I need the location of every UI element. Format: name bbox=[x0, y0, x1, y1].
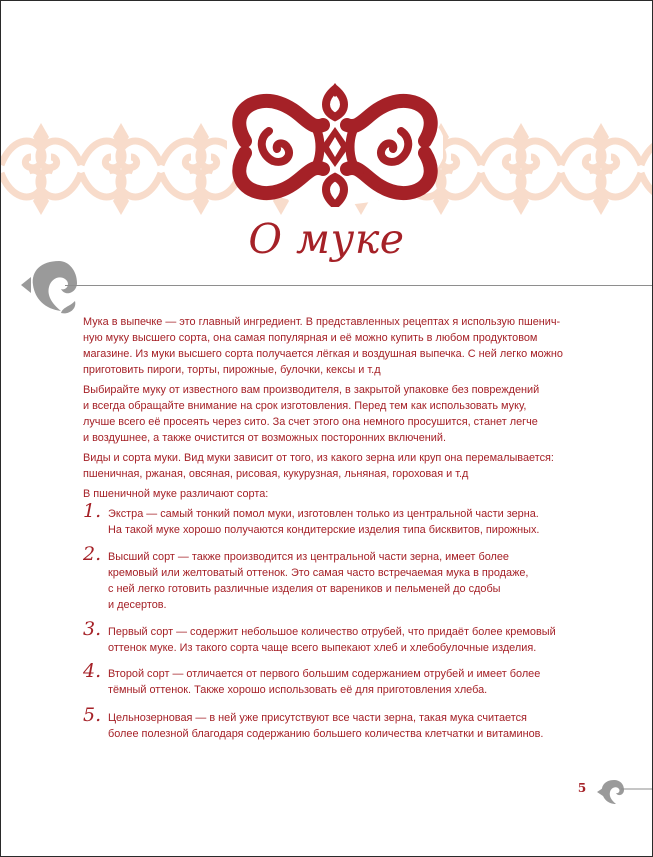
list-number: 5. bbox=[83, 704, 102, 726]
list-item-text: Второй сорт — отличается от первого большим содержанием отрубей и имеет более тёмный оттенок. Также хорошо использовать её для приготовления хлеба. bbox=[108, 668, 541, 696]
list-item bbox=[83, 704, 603, 742]
article-body bbox=[83, 314, 603, 742]
list-number: 2. bbox=[83, 543, 102, 565]
list-item-text: Цельнозерновая — в ней уже присутствуют все части зерна, такая мука считается более полезной благодаря содержанию большего количества клетчатки и витаминов. bbox=[108, 712, 544, 740]
page-title: О муке bbox=[248, 215, 405, 263]
list-item bbox=[83, 660, 603, 698]
paragraph-types: Виды и сорта муки. Вид муки зависит от того, из какого зерна или круп она перемалывается: пшеничная, ржаная, овсяная, рисовая, кукурузная, льняная, гороховая и т.д bbox=[83, 452, 554, 480]
list-item-text: Первый сорт — содержит небольшое количество отрубей, что придаёт более кремовый оттенок муке. Из такого сорта чаще всего выпекают хлеб и хлебобулочные изделия. bbox=[108, 626, 556, 654]
list-item-text: Высший сорт — также производится из центральной части зерна, имеет более кремовый или желтоватый оттенок. Это самая часто встречаемая мука в продаже, с ней легко готовить различные изделия от вареников и пельменей до сдобы и десертов. bbox=[108, 551, 529, 611]
scroll-marker-icon bbox=[21, 257, 91, 317]
kazakh-ornament-icon bbox=[227, 81, 443, 207]
paragraph-choosing: Выбирайте муку от известного вам производителя, в закрытой упаковке без повреждений и всегда обращайте внимание на срок изготовления. Перед тем как использовать муку, лучше всего её просеять через сито. За счет этого она немного просушится, станет легче и воздушнее, а также очистится от возможных посторонних включений. bbox=[83, 384, 540, 444]
list-number: 3. bbox=[83, 618, 102, 640]
list-item-text: Экстра — самый тонкий помол муки, изготовлен только из центральной части зерна. На такой муке хорошо получаются кондитерские изделия типа бисквитов, пирожных. bbox=[108, 508, 540, 536]
page-number: 5 bbox=[577, 781, 587, 795]
list-item bbox=[83, 618, 603, 656]
list-number: 4. bbox=[83, 660, 102, 682]
footer-scroll-marker-icon bbox=[597, 778, 652, 806]
chapter-rule bbox=[65, 285, 652, 286]
paragraph-intro: Мука в выпечке — это главный ингредиент. В представленных рецептах я использую пшенич- ную муку высшего сорта, она самая популярная и её можно купить в любом продуктовом магазине. Из муки высшего сорта получается лёгкая и воздушная выпечка. С ней легко можно приготовить пироги, торты, пирожные, булочки, кексы и т.д bbox=[83, 316, 563, 376]
list-item bbox=[83, 543, 603, 613]
list-item bbox=[83, 500, 603, 538]
list-number: 1. bbox=[83, 500, 102, 522]
list-intro: В пшеничной муке различают сорта: bbox=[83, 488, 269, 500]
